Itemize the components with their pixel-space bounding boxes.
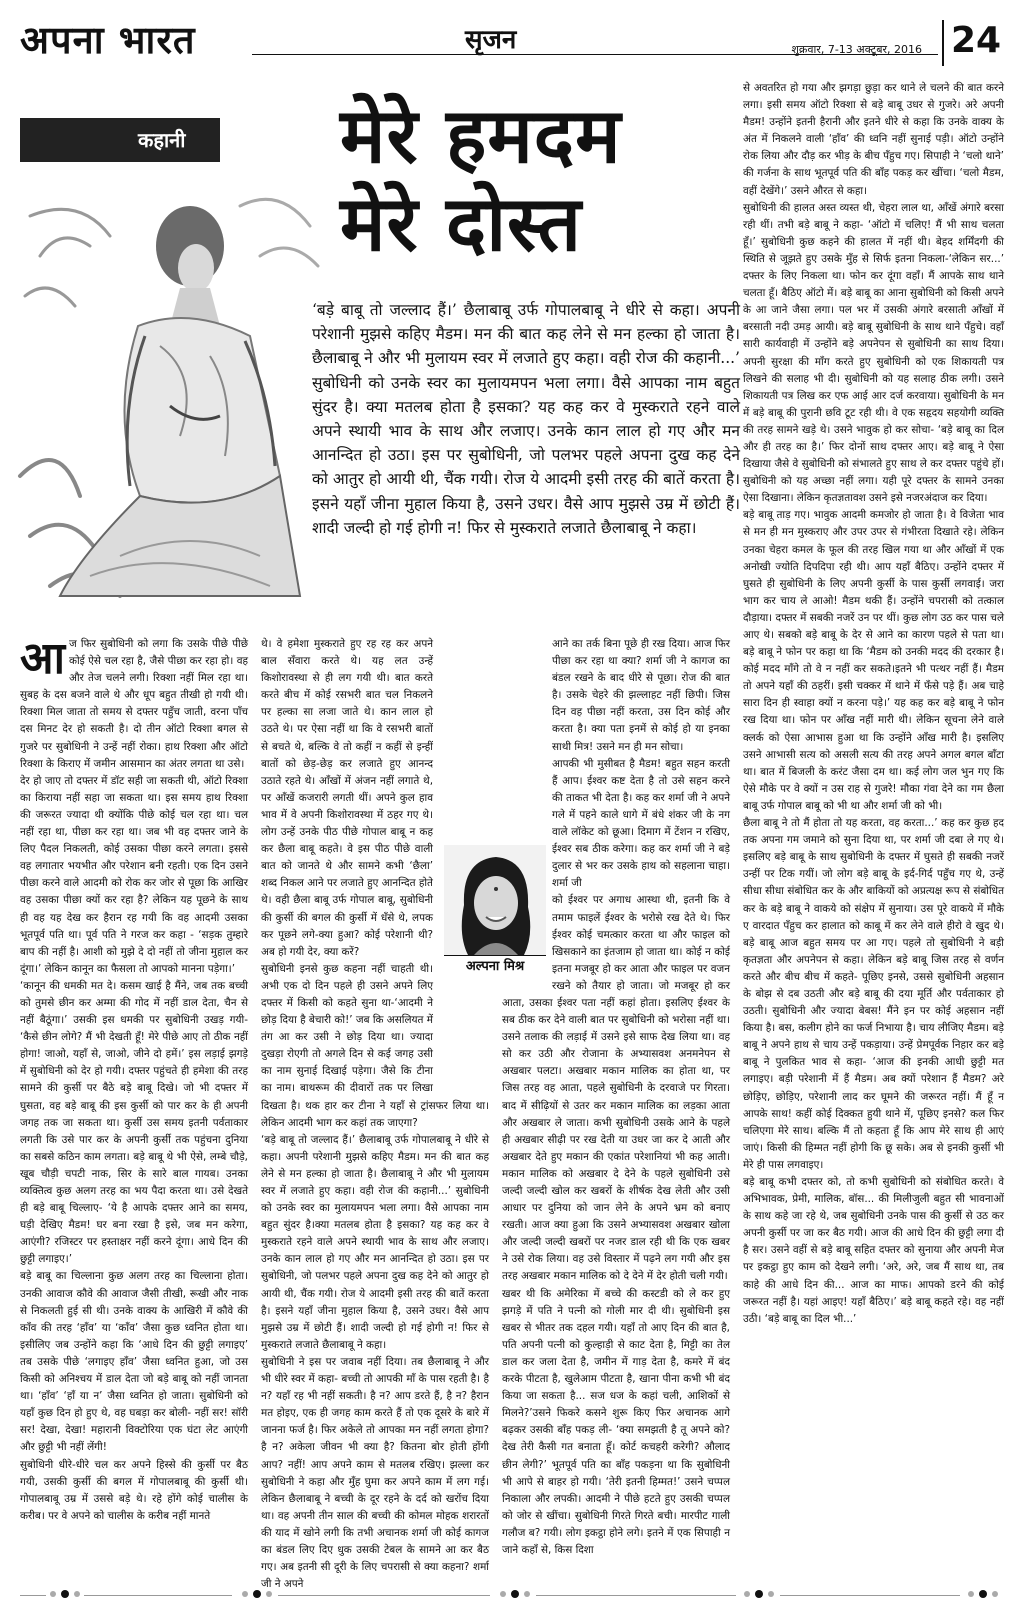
footer-rule [84,1595,232,1596]
footer-dots [50,1590,80,1598]
issue-date: शुक्रवार, 7-13 अक्टूबर, 2016 [791,43,922,56]
footer-dot [50,1591,56,1597]
article-column-1 [20,633,248,1580]
footer-dots [744,1590,774,1598]
paragraph: बड़े बाबू का चिल्लाना कुछ अलग तरह का चिल्लाना होता। उनकी आवाज कौवे की आवाज जैसी तीखी, रूखी और नाक से निकलती हुई सी थी। उनके वाक्य के आखिरी में कौवे की काँव की तरह ‘हाँव’ या ‘काँव’ जैसा कुछ ध्वनित होता था। इसीलिए जब उन्होंने कहा कि ‘आधे दिन की छुट्टी लगाइए’ तब उसके पीछे ‘लगाइए हाँव’ जैसा ध्वनित हुआ, जो उस किसी को अनिश्चय में डाल देता जो बड़े बाबू को नहीं जानता था। ‘हाँव’ ‘हाँ या न’ जैसा ध्वनित हो जाता। सुबोधिनी को यहाँ कुछ दिन हो हुए थे, वह घबड़ा कर बोली- नहीं सर! सॉरी सर! देखा, देखा! महारानी विक्टोरिया एक घंटा लेट आएंगी और छुट्टी भी नहीं लेंगी! [20,1270,248,1454]
footer-dots [500,1590,530,1598]
footer-dot [768,1591,774,1597]
footer-rule [780,1595,960,1596]
footer-dot [74,1591,80,1597]
masthead [20,14,1004,70]
footer-dots [242,1590,272,1598]
footer-dot [242,1591,248,1597]
footer-dot [253,1590,261,1598]
footer-rule [536,1595,736,1596]
footer-dot [755,1590,763,1598]
footer-dot [979,1590,987,1598]
footer-dot [500,1591,506,1597]
paragraph: ‘कानून की धमकी मत दे। कसम खाई है मैंने, जब तक बच्ची को तुमसे छीन कर अम्मा की गोद में नहीं डाल देता, चैन से नहीं बैठूंगा।’ उसकी इस धमकी पर सुबोधिनी उखड़ गयी- ‘कैसे छीन लोगे? मैं भी देखती हूँ! मेरे पीछे आए तो ठीक नहीं होगा! जाओ, यहाँ से, जाओ, जीने दो हमें।’ इस लड़ाई झगड़े में सुबोधिनी को देर हो गयी। दफ्तर पहुंचते ही हमेशा की तरह सामने की कुर्सी पर बैठे बड़े बाबू दिखे। जो भी दफ्तर में घुसता, वह बड़े बाबू की इस कुर्सी को पार कर के ही अपनी जगह तक जा सकता था। कुर्सी उस समय इतनी पर्वताकार लगती कि उसे पार कर के अपनी कुर्सी तक पहुंचना दुनिया का सबसे कठिन काम लगता। बड़े बाबू थे भी ऐसे, लम्बे चौड़े, खूब चौड़ी चपटी नाक, सिर के सारे बाल गायब। उनका व्यक्तित्व कुछ अलग तरह का भय पैदा करता था। उसे देखते ही बड़े बाबू चिल्लाए- ‘ये है आपके दफ्तर आने का समय, घड़ी देखिए मैडम! घर बना रखा है इसे, जब मन करेगा, आएंगी? रजिस्टर पर हस्ताक्षर नहीं करने दूंगा। आधे दिन की छुट्टी लगाइए।’ [20,979,248,1266]
paragraph: ‘बड़े बाबू तो जल्लाद हैं।’ छैलाबाबू उर्फ गोपालबाबू ने धीरे से कहा। अपनी परेशानी मुझसे कहिए मैडम। मन की बात कह लेने से मन हल्का हो जाता है। छैलाबाबू ने और भी मुलायम स्वर में लजाते हुए कहा। वही रोज की कहानी...’ सुबोधिनी को उनके स्वर का मुलायमपन भला लगा। वैसे आपका नाम बहुत सुंदर है।क्या मतलब होता है इसका? यह कह कर वे मुस्कराते रहने वाले अपने स्थायी भाव के साथ और लजाए। उनके कान लाल हो गए और मन आनन्दित हो उठा। इस पर सुबोधिनी, जो पलभर पहले अपना दुख कह देने को आतुर हो आयी थी, चैंक गयी। रोज ये आदमी इसी तरह की बातें करता है। इसने यहाँ जीना मुहाल किया है, उसने उधर। वैसे आप मुझसे उम्र में छोटी हैं। शादी जल्दी हो गई होगी न! फिर से मुस्कराते लजाते छैलाबाबू ने कहा। [261,1133,489,1351]
headline-line-2: मेरे दोस्त [340,179,582,268]
footer-dot [744,1591,750,1597]
story-category-label: कहानी [20,118,220,162]
paragraph: को ईश्वर पर अगाध आस्था थी, इतनी कि वे तमाम फाइलें ईश्वर के भरोसे रख देते थे। फिर ईश्वर कोई चमत्कार करता था और फाइल को खिसकाने का इंतजाम हो जाता था। कोई न कोई इतना मजबूर हो कर आता और फाइल पर वजन रखने को तैयार हो जाता। जो मजबूर हो कर आता, उसका ईश्वर पता नहीं कहां होता। इसलिए ईश्वर के सब ठीक कर देने वाली बात पर सुबोधिनी को भरोसा नहीं था। उसने तलाक की लड़ाई में उसने इसे साफ देख लिया था। वह सो कर उठी और रोजाना के अभ्यासवश अनमनेपन से अखबार पलटा। अखबार मकान मालिक का होता था, पर जिस तरह वह आता, पहले सुबोधिनी के दरवाजे पर गिरता। बाद में सीढ़ियों से उतर कर मकान मालिक का लड़का आता और अखबार ले जाता। कभी सुबोधिनी उसके आने के पहले ही अखबार सीढ़ी पर रख देती या उधर जा कर दे आती और अखबार देते हुए मकान की एकांत परेशानियां भी कह आती। मकान मालिक को अखबार दे देने के पहले सुबोधिनी उसे जल्दी जल्दी खोल कर खबरों के शीर्षक देख लेती और उसी आधार पर दुनिया को जान लेने के अपने भ्रम को बनाए रखती। आज क्या हुआ कि उसने अभ्यासवश अखबार खोला और जल्दी जल्दी खबरों पर नजर डाल रही थी कि एक खबर ने उसे रोक लिया। वह उसे विस्तार में पढ़ने लग गयी और इस तरह अखबार मकान मालिक को दे देने में देर होती चली गयी। [502,894,730,1283]
paragraph: बड़े बाबू कभी दफ्तर को, तो कभी सुबोधिनी को संबोधित करते। वे अभिभावक, प्रेमी, मालिक, बॉस... की मिलीजुली बहुत सी भावनाओं के साथ कहे जा रहे थे, जब सुबोधिनी उनके पास की कुर्सी से उठ कर अपनी कुर्सी पर जा कर बैठ गयी। आज की आधे दिन की छुट्टी लगा दी है सर। उसने वहीं से बड़े बाबू सहित दफ्तर को सुनाया और अपनी मेज पर इकट्ठा हुए काम को देखने लगी। ‘अरे, अरे, जब मैं साथ था, तब काहे की आधे दिन की... आज का माफ। आपको डरने की कोई जरूरत नहीं है। यहां आइए! यहाँ बैठिए।’ बड़े बाबू कहते रहे। वह नहीं उठी। ‘बड़े बाबू का दिल भी...’ [743,1176,1004,1325]
footer-dot [992,1591,998,1597]
paragraph: सुबोधिनी धीरे-धीरे चल कर अपने हिस्से की कुर्सी पर बैठ गयी, उसकी कुर्सी की बगल में गोपालबाबू की कुर्सी थी। गोपालबाबू उम्र में उससे बड़े थे। रहे होंगे कोई चालीस के करीब। पर वे अपने को चालीस के करीब नहीं मानते [20,1458,248,1522]
article-column-4 [743,80,1004,1580]
footer-dot [511,1590,519,1598]
footer-dot [266,1591,272,1597]
author-name: अल्पना मिश्र [444,955,546,978]
footer-rule [278,1595,490,1596]
paragraph: आने का तर्क बिना पूछे ही रख दिया। आज फिर पीछा कर रहा था क्या? शर्मा जी ने कागज का बंडल रखने के बाद धीरे से पूछा। रोज की बात है। उसके चेहरे की झल्लाहट नहीं छिपी। जिस दिन वह पीछा नहीं करता, उस दिन कोई और करता है। क्या पता इनमें से कोई हो या इनका साथी मित्र! उसने मन ही मन सोचा। [552,638,730,753]
article-column-2 [261,636,489,1591]
article-column-3 [502,636,730,1580]
paragraph: सुबोधिनी ने इस पर जवाब नहीं दिया। तब छैलाबाबू ने और भी धीरे स्वर में कहा- बच्ची तो आपकी माँ के पास रहती है। है न? यहाँ रह भी नहीं सकती। है न? आप डरते हैं, है न? हैरान मत होइए, एक ही जगह काम करते हैं तो एक दूसरे के बारे में जानना फर्ज है। फिर अकेले तो आपका मन नहीं लगता होगा? है न? अकेला जीवन भी क्या है? कितना बोर होती होंगी आप? नहीं! आप अपने काम से मतलब रखिए। झल्ला कर सुबोधिनी ने कहा और मुँह घुमा कर अपने काम में लग गई। लेकिन छैलाबाबू ने बच्ची के दूर रहने के दर्द को खरोंच दिया था। वह अपनी तीन साल की बच्ची की कोमल मोहक शरारतों की याद में खोने लगी कि तभी अचानक शर्मा जी कोई कागज का बंडल लिए दिए धुक उसकी टेबल के सामने आ कर बैठ गए। अब इतनी सी दूरी के लिए चपरासी से क्या कहना? शर्मा जी ने अपने [261,1355,489,1591]
woman-sketch-illustration [20,176,320,606]
headline-line-1: मेरे हमदम [340,91,622,180]
paragraph: देर हो जाए तो दफ्तर में डॉट सही जा सकती थी, ऑटो रिक्शा का किराया नहीं सहा जा सकता था। इस समय हाथ रिक्शा की जरूरत ज्यादा थी क्योंकि पीछे कोई चल रहा था। चल नहीं रहा था, पीछा कर रहा था। जब भी वह दफ्तर जाने के लिए पैदल निकलती, कोई उसका पीछा करने लगता। इससे वह लगातार भयभीत और परेशान बनी रहती। एक दिन उसने पीछा करने वाले आदमी को रोक कर जोर से पूछा कि आखिर वह उसका पीछा क्यों कर रहा है? लेकिन यह पूछने के साथ ही वह यह देख कर हैरान रह गयी कि वह आदमी उसका भूतपूर्व पति था। पूर्व पति ने गरज कर कहा - ‘सड़क तुम्हारे बाप की नहीं है। आशी को मुझे दे दो नहीं तो जीना मुहाल कर दूंगा।’ लेकिन कानून का फैसला तो आपको मानना पड़ेगा।’ [20,774,248,975]
paragraph: सुबोधिनी की हालत अस्त व्यस्त थी, चेहरा लाल था, आँखें अंगारे बरसा रही थीं। तभी बड़े बाबू ने कहा- ‘ऑटो में चलिए! मैं भी साथ चलता हूँ।’ सुबोधिनी कुछ कहने की हालत में नहीं थी। बेहद शर्मिंदगी की स्थिति से जूझते हुए उसके मुँह से सिर्फ इतना निकला-‘लेकिन सर...’ दफ्तर के लिए निकला था। फोन कर दूंगा वहाँ। मैं आपके साथ थाने चलता हूँ। बैठिए ऑटो में। बड़े बाबू का आना सुबोधिनी को किसी अपने के आ जाने जैसा लगा। पल भर में उसकी अंगारे बरसाती आँखों में बरसाती नदी उमड़ आयी। बड़े बाबू सुबोधिनी के साथ थाने पँहुचे। वहाँ सारी कार्यवाही में उन्होंने बड़े अपनेपन से सुबोधिनी का साथ दिया। अपनी सुरक्षा की माँग करते हुए सुबोधिनी को एक शिकायती पत्र लिखने की सलाह भी दी। सुबोधिनी को यह सलाह ठीक लगी। उसने शिकायती पत्र लिख कर एफ आई आर दर्ज करवाया। सुबोधिनी के मन में बड़े बाबू की पुरानी छवि टूट रही थी। वे एक सहृदय सहयोगी व्यक्ति की तरह सामने खड़े थे। उसने भावुक हो कर सोचा- ‘बड़े बाबू का दिल और ही तरह का है।’ फिर दोनों साथ दफ्तर आए। बड़े बाबू ने ऐसा दिखाया जैसे वे सुबोधिनी को संभालते हुए साथ ले कर दफ्तर पहुंचे हों। सुबोधिनी को यह अच्छा नहीं लगा। यही पूरे दफ्तर के सामने उनका ऐसा दिखाना। लेकिन कृतज्ञतावश उसने इसे नजरअंदाज कर दिया। [743,201,1004,505]
footer-dot [524,1591,530,1597]
footer-dots [968,1590,998,1598]
paragraph: खबर थी कि अमेरिका में बच्चे की कस्टडी को ले कर हुए झगड़े में पति ने पत्नी को गोली मार दी थी। सुबोधिनी इस खबर से भीतर तक दहल गयी। यहाँ तो आए दिन की बात है, पति अपनी पत्नी को कुल्हाड़ी से काट देता है, मिट्टी का तेल डाल कर जला देता है, जमीन में गाड़ देता है, कमरे में बंद करके पीटता है, खुलेआम पीटता है, खाना पीना कभी भी बंद किया जा सकता है... सज धज के कहां चली, आशिकों से मिलने?’उसने फिकरे कसने शुरू किए फिर अचानक आगे बढ़कर उसकी बाँह पकड़ ली- ‘क्या समझती है तू अपने को? देख तेरी कैसी गत बनाता हूँ। कोर्ट कचहरी करेगी? औलाद छीन लेगी?’ भूतपूर्व पति का बाँह पकड़ना था कि सुबोधिनी भी आपे से बाहर हो गयी। ‘तेरी इतनी हिम्मत!’ उसने चप्पल निकाला और लपकी। आदमी ने पीछे हटते हुए उसकी चप्पल को जोर से खींचा। सुबोधिनी गिरते गिरते बची। मारपीट गाली गलौज ब? गयी। लोग इकट्ठा होने लगे। इतने में एक सिपाही न जाने कहाँ से, किस दिशा [502,1287,730,1556]
story-headline [340,92,740,268]
story-intro: ‘बड़े बाबू तो जल्लाद हैं।’ छैलाबाबू उर्फ गोपालबाबू ने धीरे से कहा। अपनी परेशानी मुझसे कहिए मैडम। मन की बात कह लेने से मन हल्का हो जाता है। छैलाबाबू ने और भी मुलायम स्वर में लजाते हुए कहा। वही रोज की कहानी...’ सुबोधिनी को उनके स्वर का मुलायमपन भला लगा। वैसे आपका नाम बहुत सुंदर है। क्या मतलब होता है इसका? यह कह कर वे मुस्कराते रहने वाले अपने स्थायी भाव के साथ और लजाए। उनके कान लाल हो गए और मन आनन्दित हो उठा। इस पर सुबोधिनी, जो पलभर पहले अपना दुख कह देने को आतुर हो आयी थी, चैंक गयी। रोज ये आदमी इसी तरह की बातें करता है। इसने यहाँ जीना मुहाल किया है, उसने उधर। वैसे आप मुझसे उम्र में छोटी हैं। शादी जल्दी हो गई होगी न! फिर से मुस्कराते लजाते छैलाबाबू ने कहा। [312,301,740,537]
paragraph: ज फिर सुबोधिनी को लगा कि उसके पीछे पीछे कोई ऐसे चल रहा है, जैसे पीछा कर रहा हो। वह और तेज चलने लगी। रिक्शा नहीं मिल रहा था। सुबह के दस बजने वाले थे और धूप बहुत तीखी हो गयी थी। रिक्शा मिल जाता तो समय से दफ्तर पहुँच जाती, वरना पाँच दस मिनट देर हो सकती है। दो तीन ऑटो रिक्शा बगल से गुजरे पर सुबोधिनी ने उन्हें नहीं रोका। हाथ रिक्शा और ऑटो रिक्शा के किराए में जमीन आसमान का अंतर लगता था उसे। [20,638,248,770]
footer-dot [61,1590,69,1598]
masthead-divider [942,20,944,66]
paragraph: छैला बाबू ने तो मैं होता तो यह करता, वह करता...’ कह कर कुछ हद तक अपना गम जमाने को सुना दिया था, पर शर्मा जी दबा ले गए थे। इसलिए बड़े बाबू के साथ सुबोधिनी के दफ्तर में घुसते ही सबकी नजरें उन्हीं पर टिक गयीं। जो लोग बड़े बाबू के इर्द-गिर्द पहुँच गए थे, उन्हें सीधा सीधा संबोधित कर के और बाकियों को अप्रत्यक्ष रूप से संबोधित कर के बड़े बाबू ने वाकये को संक्षेप में सुनाया। उस पूरे वाकये में मौके ए वारदात पँहुच कर हालात को काबू में कर लेने वाले हीरो वे खुद थे। बड़े बाबू आज बहुत समय पर आ गए। पहले तो सुबोधिनी ने बड़ी कृतज्ञता और अपनेपन से कहा। लेकिन बड़े बाबू जिस तरह से वर्णन करते और बीच बीच में कहते- पूछिए इनसे, उससे सुबोधिनी अहसान के बोझ से दब उठती और बड़े बाबू की दया मूर्ति और पर्वताकार हो उठती। सुबोधिनी और ज्यादा बेबस! मैंने इन पर कोई अहसान नहीं किया है। बस, कलीग होने का फर्ज निभाया है। चाय लीजिए मैडम। बड़े बाबू ने अपने हाथ से चाय उन्हें पकड़ाया। उन्हें प्रेमपूर्वक निहार कर बड़े बाबू ने पुलकित भाव से कहा- ‘आज की इनकी आधी छुट्टी मत लगाइए। बड़ी परेशानी में हैं मैडम। अब क्यों परेशान हैं मैडम? अरे छोड़िए, छोड़िए, परेशानी लाद कर घूमने की जरूरत नहीं। मैं हूँ न आपके साथ! कहीं कोई दिक्कत हुयी थाने में, पूछिए इनसे? कल फिर चलिएगा मेरे साथ। बल्कि मैं तो कहता हूँ कि आप मेरे साथ ही आएं जाएं। किसी की हिम्मत नहीं होगी कि छू सके। अब से इनकी कुर्सी भी मेरे ही पास लगवाइए। [743,817,1004,1171]
page-number: 24 [950,20,1002,61]
paragraph: आपकी भी मुसीबत है मैडम! बहुत सहन करती हैं आप। ईश्वर कष्ट देता है तो उसे सहन करने की ताकत भी देता है। कह कर शर्मा जी ने अपने गले में पहने काले धागे में बंधे शंकर जी के नग वाले लॉकेट को छूआ। दिमाग में टेंशन न रखिए, ईश्वर सब ठीक करेगा। कह कर शर्मा जी ने बड़े दुलार से भर कर उसके हाथ को सहलाना चाहा। शर्मा जी [552,757,730,890]
page-footer [20,1590,1004,1602]
paragraph: सुबोधिनी इनसे कुछ कहना नहीं चाहती थी। अभी एक दो दिन पहले ही उसने अपने लिए दफ्तर में किसी को कहते सुना था-‘आदमी ने छोड़ दिया है बेचारी को!’ जब कि असलियत में तंग आ कर उसी ने छोड़ दिया था। ज्यादा दुखड़ा रोएगी तो अगले दिन से कई जगह उसी का नाम सुनाई दिखाई पड़ेगा। जैसे कि टीना का नाम। बाथरूम की दीवारों तक पर लिखा दिखता है। थक हार कर टीना ने यहाँ से ट्रांसफर लिया था। लेकिन आदमी भाग कर कहां तक जाएगा? [261,962,489,1129]
footer-rule [20,1595,46,1596]
author-photo [444,845,546,955]
drop-cap: आ [20,633,65,684]
footer-dot [968,1591,974,1597]
paragraph: बड़े बाबू ताड़ गए। भावुक आदमी कमजोर हो जाता है। वे विजेता भाव से मन ही मन मुस्कराए और उपर उपर से गंभीरता दिखाते रहे। लेकिन उनका चेहरा कमल के फूल की तरह खिल गया था और आँखों में एक अनोखी ज्योति दिपदिपा रही थी। आप यहाँ बैठिए। उन्होंने दफ्तर में घुसते ही सुबोधिनी के लिए अपनी कुर्सी के पास कुर्सी लगवाई। जरा भाग कर चाय ले आओ! मैडम थकी हैं। उन्होंने चपरासी को तत्काल दौड़ाया। दफ्तर में सबकी नजरें उन पर थीं। कुछ लोग उठ कर पास चले आए थे। सबको बड़े बाबू के देर से आने का कारण पहले से पता था। बड़े बाबू ने फोन पर कहा था कि ‘मैडम को उनकी मदद की दरकार है। कोई मदद माँगे तो वे न नहीं कर सकते।इतने भी पत्थर नहीं हैं। मैडम तो अपने यहाँ की ठहरीं। इसी चक्कर में थाने में फँसे पड़े हैं। अब चाहे सारा दिन ही स्वाहा क्यों न करना पड़े।’ यह कह कर बड़े बाबू ने फोन रख दिया था। फोन पर आँख नहीं मारी थी। लेकिन सूचना लेने वाले क्लर्क को ऐसा आभास हुआ था कि उन्होंने आँख मारी है। इसलिए उसने आभासी सत्य को असली सत्य की तरह अपने अगल बगल बाँटा था। बात में बिजली के करंट जैसा दम था। कई लोग जल भुन गए कि ऐसे मौके पर वे क्यों न उस राह से गुजरे! मौका गंवा देने का गम छैला बाबू उर्फ गोपाल बाबू को भी था और शर्मा जी को भी। [743,509,1004,812]
paragraph: से अवतरित हो गया और झगड़ा छुड़ा कर थाने ले चलने की बात करने लगा। इसी समय ऑटो रिक्शा से बड़े बाबू उधर से गुजरे। अरे अपनी मैडम! उन्होंने इतनी हैरानी और इतने धीरे से कहा कि उनके वाक्य के अंत में निकलने वाली ‘हाँव’ की ध्वनि नहीं सुनाई पड़ी। ऑटो उन्होंने रोक लिया और दौड़ कर भीड़ के बीच पँहुच गए। सिपाही ने ‘चलो थाने’ की गर्जना के साथ भूतपूर्व पति की बाँह पकड़ कर खींचा। ‘चलो मैडम, वहीं देखेंगे।’ उसने औरत से कहा। [743,82,1004,197]
section-name: सृजन [465,25,517,55]
paragraph: थे। वे हमेशा मुस्कराते हुए रह रह कर अपने बाल सँवारा करते थे। यह लत उन्हें किशोरावस्था से ही लग गयी थी। बात करते करते बीच में कोई रसभरी बात चल निकलने पर हल्का सा लजा जाते थे। कान लाल हो उठते थे। पर ऐसा नहीं था कि वे रसभरी बातों से बचते थे, बल्कि वे तो कहीं न कहीं से इन्हीं बातों को छेड़-छेड़ कर लजाते हुए आनन्द उठाते रहते थे। आँखों में अंजन नहीं लगाते थे, पर आँखें कजरारी लगती थीं। अपने कुल हाव भाव में वे अपनी किशोरावस्था में ठहर गए थे। लोग उन्हें उनके पीठ पीछे गोपाल बाबू न कह कर छैला बाबू कहते। वे इस पीठ पीछे वाली बात को जानते थे और सामने कभी ‘छैला’ शब्द निकल आने पर लजाते हुए आनन्दित होते थे। वही छैला बाबू उर्फ गोपाल बाबू, सुबोधिनी की कुर्सी की बगल की कुर्सी में धँसे थे, लपक कर पूछने लगे-क्या हुआ? कोई परेशानी थी? अब हो गयी देर, क्या करें? [261,638,433,958]
newspaper-name: अपना भारत [20,17,196,62]
